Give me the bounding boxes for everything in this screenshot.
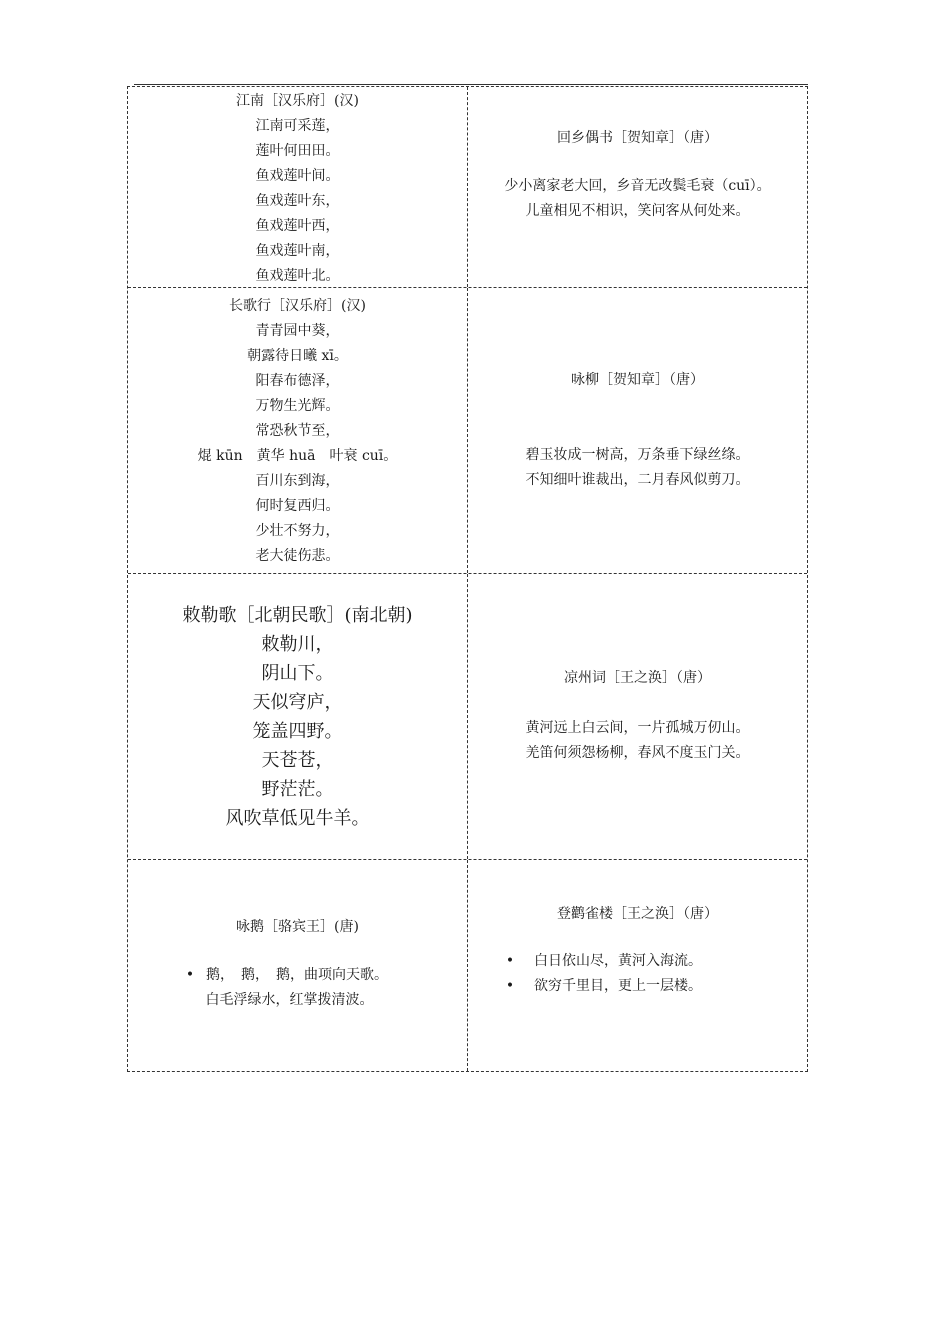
poem-cell-changgexing [128, 288, 468, 573]
poem-line: 鱼戏莲叶东， [255, 193, 340, 209]
poem-line: 天苍苍， [261, 750, 334, 771]
poem-title: 江南［汉乐府］(汉) [236, 93, 359, 109]
poem-line: 万物生光辉。 [255, 398, 340, 414]
poem-line: 不知细叶谁裁出，二月春风似剪刀。 [525, 472, 750, 488]
poem-line: 鱼戏莲叶间。 [255, 168, 340, 184]
poem-line: 欲穷千里目，更上一层楼。 [534, 978, 702, 994]
poem-cell-yonge [128, 860, 468, 1071]
poem-cell-liangzhouci [468, 574, 807, 859]
poem-cell-huixiang [468, 87, 807, 287]
poem-line: 风吹草低见牛羊。 [225, 808, 370, 829]
bullet-icon: • [185, 967, 195, 983]
poem-line: 羌笛何须怨杨柳，春风不度玉门关。 [525, 745, 750, 761]
poem-line: 莲叶何田田。 [255, 143, 340, 159]
poem-line: 白日依山尽，黄河入海流。 [534, 953, 702, 969]
spacer [468, 393, 807, 443]
poem-title: 咏柳［贺知章］（唐） [571, 372, 704, 388]
poem-title: 长歌行［汉乐府］(汉) [229, 298, 366, 314]
poem-line: 鹅， 鹅， 鹅，曲项向天歌。 [206, 967, 388, 983]
spacer [468, 151, 807, 174]
poem-cell-jiangnan [128, 87, 468, 287]
poem-line: 常恐秋节至， [255, 423, 340, 439]
top-rule [134, 84, 808, 85]
poem-title: 回乡偶书［贺知章］（唐） [557, 130, 718, 146]
poem-line: 笼盖四野。 [252, 721, 343, 742]
poem-line: 天似穹庐， [252, 692, 343, 713]
spacer [468, 927, 807, 949]
poem-title: 登鹳雀楼［王之涣］（唐） [557, 906, 718, 922]
poem-line: 野茫茫。 [261, 779, 334, 800]
poem-line: 儿童相见不相识，笑问客从何处来。 [525, 203, 750, 219]
poem-line: 白毛浮绿水，红掌拨清波。 [205, 992, 374, 1008]
poem-cell-chilege [128, 574, 468, 859]
spacer [128, 940, 467, 963]
bullet-line [468, 949, 807, 974]
poem-line: 阴山下。 [261, 663, 334, 684]
poem-title: 咏鹅［骆宾王］(唐) [236, 919, 359, 935]
poem-line: 黄河远上白云间，一片孤城万仞山。 [525, 720, 750, 736]
poem-cell-yongliu [468, 288, 807, 573]
table-row [128, 860, 807, 1071]
table-row [128, 87, 807, 288]
bullet-icon: • [505, 978, 515, 994]
poem-line: 碧玉妆成一树高，万条垂下绿丝绦。 [525, 447, 750, 463]
poem-line: 鱼戏莲叶西， [255, 218, 340, 234]
poem-table [127, 86, 808, 1072]
bullet-line [128, 963, 467, 988]
poem-line: 少壮不努力， [255, 523, 340, 539]
poem-line: 青青园中葵， [255, 323, 340, 339]
bullet-icon: • [505, 953, 515, 969]
poem-cell-dengguanquelou [468, 860, 807, 1071]
table-row [128, 288, 807, 574]
poem-line: 江南可采莲， [255, 118, 340, 134]
poem-line: 鱼戏莲叶北。 [255, 268, 340, 284]
bullet-line [468, 974, 807, 999]
table-row [128, 574, 807, 860]
poem-title: 敕勒歌［北朝民歌］(南北朝) [182, 605, 413, 626]
poem-line: 朝露待日曦 xī。 [247, 348, 348, 364]
poem-line: 少小离家老大回，乡音无改鬓毛衰（cuī）。 [504, 178, 771, 194]
poem-line: 何时复西归。 [255, 498, 340, 514]
poem-line: 焜 kūn 黄华 huā 叶衰 cuī。 [197, 448, 398, 464]
spacer [468, 691, 807, 716]
poem-line: 敕勒川， [261, 634, 334, 655]
poem-line: 百川东到海， [255, 473, 340, 489]
poem-line: 老大徒伤悲。 [255, 548, 340, 564]
poem-line: 鱼戏莲叶南， [255, 243, 340, 259]
poem-title: 凉州词［王之涣］（唐） [564, 670, 711, 686]
poem-line: 阳春布德泽， [255, 373, 340, 389]
